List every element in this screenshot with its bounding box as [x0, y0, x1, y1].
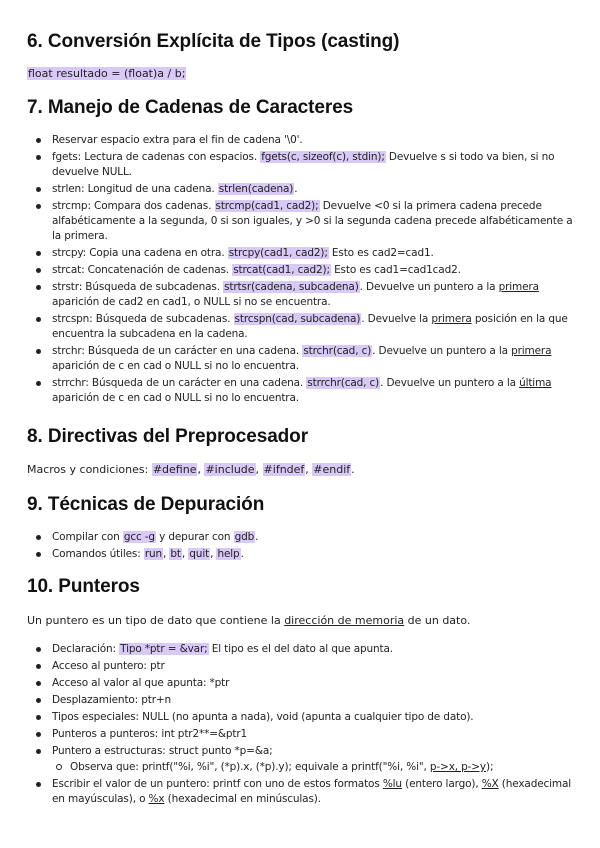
section-9-title: 9. Técnicas de Depuración	[27, 494, 265, 515]
debugging-list	[27, 530, 575, 562]
list-item: strlen: Longitud de una cadena. strlen(cadena).	[27, 182, 575, 197]
sub-list-item: Observa que: printf("%i, %i", (*p).x, (*p).y); equivale a printf("%i, %i", p->x, p->y);	[52, 760, 575, 775]
ifndef-code: #ifndef	[263, 463, 305, 476]
list-item: Acceso al valor al que apunta: *ptr	[27, 676, 575, 691]
list-item: strcpy: Copia una cadena en otra. strcpy(cad1, cad2); Esto es cad2=cad1.	[27, 246, 575, 261]
list-item: strrchr: Búsqueda de un carácter en una cadena. strrchr(cad, c). Devuelve un puntero a la última aparición de c en cad o NULL si no lo encuentra.	[27, 376, 575, 406]
run-code: run	[144, 548, 163, 560]
section-casting	[27, 31, 575, 82]
list-item: Comandos útiles: run, bt, quit, help.	[27, 547, 575, 562]
section-7-title: 7. Manejo de Cadenas de Caracteres	[27, 97, 354, 118]
casting-example	[27, 66, 575, 82]
list-item: Acceso al puntero: ptr	[27, 659, 575, 674]
help-code: help	[217, 548, 240, 560]
list-item: Punteros a punteros: int ptr2**=&ptr1	[27, 727, 575, 742]
list-item: strstr: Búsqueda de subcadenas. strtsr(cadena, subcadena). Devuelve un puntero a la primera aparición de cad2 en cad1, o NULL si no se encuentra.	[27, 280, 575, 310]
list-item: Escribir el valor de un puntero: printf con uno de estos formatos %lu (entero largo), %X (hexadecimal en mayúsculas), o %x (hexadecimal en minúsculas).	[27, 777, 575, 807]
strstr-code: strtsr(cadena, subcadena)	[224, 281, 359, 293]
section-pointers	[27, 576, 575, 809]
fgets-code: fgets(c, sizeof(c), stdin);	[261, 151, 385, 163]
struct-sublist	[52, 760, 575, 775]
section-preprocessor	[27, 426, 575, 478]
list-item: strcat: Concatenación de cadenas. strcat(cad1, cad2); Esto es cad1=cad1cad2.	[27, 263, 575, 278]
strchr-code: strchr(cad, c)	[303, 345, 372, 357]
strcmp-code: strcmp(cad1, cad2);	[215, 200, 319, 212]
list-item: Compilar con gcc -g y depurar con gdb.	[27, 530, 575, 545]
list-item: fgets: Lectura de cadenas con espacios. fgets(c, sizeof(c), stdin); Devuelve s si todo va bien, si no devuelve NULL.	[27, 150, 575, 180]
quit-code: quit	[189, 548, 210, 560]
preprocessor-text: Macros y condiciones: #define, #include, #ifndef, #endif.	[27, 463, 355, 476]
strcpy-code: strcpy(cad1, cad2);	[228, 247, 328, 259]
bt-code: bt	[170, 548, 181, 560]
gcc-code: gcc -g	[123, 531, 155, 543]
casting-code: float resultado = (float)a / b;	[28, 67, 186, 80]
list-item: Tipos especiales: NULL (no apunta a nada), void (apunta a cualquier tipo de dato).	[27, 710, 575, 725]
strings-list	[27, 133, 575, 406]
define-code: #define	[152, 463, 197, 476]
section-strings	[27, 97, 575, 408]
list-item: Reservar espacio extra para el fin de cadena '\0'.	[27, 133, 575, 148]
list-item: Declaración: Tipo *ptr = &var; El tipo es el del dato al que apunta.	[27, 642, 575, 657]
strcat-code: strcat(cad1, cad2);	[233, 264, 330, 276]
include-code: #include	[205, 463, 255, 476]
strrchr-code: strrchr(cad, c)	[307, 377, 380, 389]
list-item: Puntero a estructuras: struct punto *p=&a; Observa que: printf("%i, %i", (*p).x, (*p).y); equivale a printf("%i, %i", p->x, p->y);	[27, 744, 575, 775]
list-item: strcspn: Búsqueda de subcadenas. strcspn(cad, subcadena). Devuelve la primera posición en la que encuentra la subcadena en la cadena.	[27, 312, 575, 342]
section-8-title: 8. Directivas del Preprocesador	[27, 426, 308, 447]
section-6-title: 6. Conversión Explícita de Tipos (casting)	[27, 31, 400, 52]
list-item: strcmp: Compara dos cadenas. strcmp(cad1, cad2); Devuelve <0 si la primera cadena precede alfabéticamente a la segunda, 0 si son iguales, y >0 si la segunda cadena precede alfabéticamente a la primera.	[27, 199, 575, 244]
pointers-intro: Un puntero es un tipo de dato que contiene la dirección de memoria de un dato.	[27, 614, 471, 627]
list-item: Desplazamiento: ptr+n	[27, 693, 575, 708]
endif-code: #endif	[313, 463, 351, 476]
strcspn-code: strcspn(cad, subcadena)	[234, 313, 361, 325]
section-10-title: 10. Punteros	[27, 576, 140, 597]
strlen-code: strlen(cadena)	[218, 183, 294, 195]
gdb-code: gdb	[234, 531, 255, 543]
declaration-code: Tipo *ptr = &var;	[120, 643, 208, 655]
section-debugging	[27, 494, 575, 564]
pointers-list	[27, 642, 575, 807]
list-item: strchr: Búsqueda de un carácter en una cadena. strchr(cad, c). Devuelve un puntero a la primera aparición de c en cad o NULL si no lo encuentra.	[27, 344, 575, 374]
